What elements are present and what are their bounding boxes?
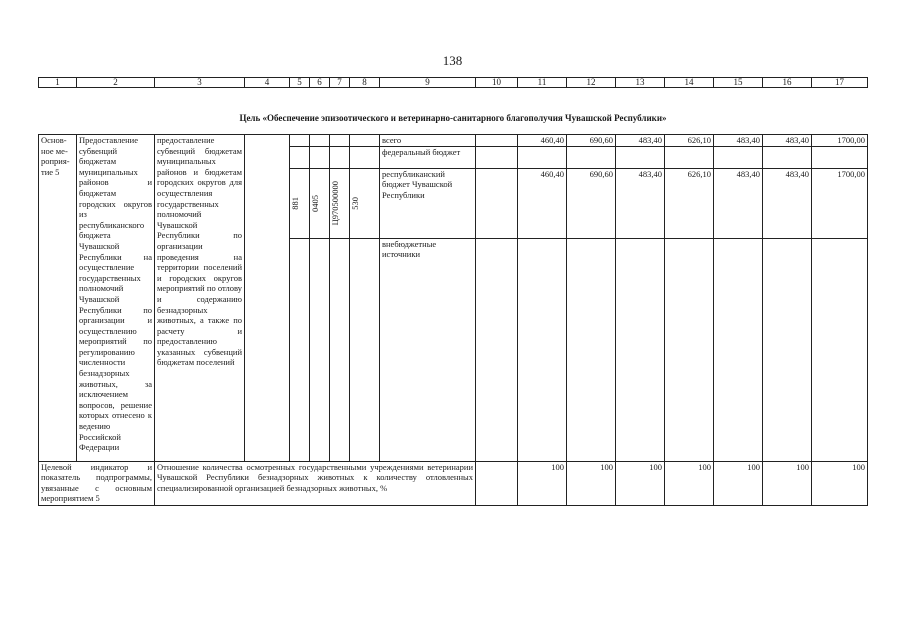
value-cell xyxy=(812,238,868,461)
value-cell: 483,40 xyxy=(616,168,665,238)
page-number: 138 xyxy=(442,53,463,68)
column-number: 7 xyxy=(330,78,350,88)
column-number-row xyxy=(39,78,868,88)
indicator-value: 100 xyxy=(665,461,714,505)
indicator-row xyxy=(39,461,868,505)
value-cell xyxy=(567,146,616,168)
value-cell: 460,40 xyxy=(518,168,567,238)
column-number: 17 xyxy=(812,78,868,88)
indicator-value: 100 xyxy=(616,461,665,505)
column-number: 4 xyxy=(245,78,290,88)
column-number: 11 xyxy=(518,78,567,88)
value-cell xyxy=(616,146,665,168)
code-csr: Ц970500000 xyxy=(330,180,340,226)
funding-source: всего xyxy=(380,135,476,147)
budget-table xyxy=(38,77,868,506)
column-number: 3 xyxy=(155,78,245,88)
value-cell xyxy=(665,146,714,168)
value-cell xyxy=(714,238,763,461)
activity-description: предоставление субвенций бюджетам муниципальных районов и бюджетам городских округов для осуществления государственных полномочий Чувашской Республики по организации проведения на территории поселений и городских округов мероприятий по отлову и содержанию безнадзорных животных, а также по расчету и предоставлению указанных субвенций бюджетам поселений xyxy=(155,135,245,462)
value-cell xyxy=(616,238,665,461)
table-row xyxy=(39,135,868,147)
value-cell xyxy=(567,238,616,461)
value-cell xyxy=(763,146,812,168)
column-number: 10 xyxy=(476,78,518,88)
code-vr: 530 xyxy=(350,196,360,210)
value-cell xyxy=(518,238,567,461)
value-cell xyxy=(812,146,868,168)
funding-source: федеральный бюджет xyxy=(380,146,476,168)
value-cell: 483,40 xyxy=(763,168,812,238)
indicator-value: 100 xyxy=(812,461,868,505)
indicator-value: 100 xyxy=(567,461,616,505)
column-number: 8 xyxy=(350,78,380,88)
value-cell: 626,10 xyxy=(665,135,714,147)
code-grbs: 881 xyxy=(290,196,300,210)
column-number: 12 xyxy=(567,78,616,88)
indicator-label: Целевой индикатор и показатель подпрограммы, увязанные с основным мероприятием 5 xyxy=(39,461,155,505)
value-cell xyxy=(714,146,763,168)
indicator-value: 100 xyxy=(714,461,763,505)
column-number: 2 xyxy=(77,78,155,88)
column-number: 15 xyxy=(714,78,763,88)
indicator-value: 100 xyxy=(763,461,812,505)
funding-source: республиканский бюджет Чувашской Республики xyxy=(380,168,476,238)
column-number: 14 xyxy=(665,78,714,88)
value-cell: 1700,00 xyxy=(812,168,868,238)
value-cell xyxy=(665,238,714,461)
value-cell: 690,60 xyxy=(567,168,616,238)
value-cell: 483,40 xyxy=(616,135,665,147)
column-number: 1 xyxy=(39,78,77,88)
value-cell: 1700,00 xyxy=(812,135,868,147)
column-number: 5 xyxy=(290,78,310,88)
value-cell xyxy=(763,238,812,461)
column-number: 9 xyxy=(380,78,476,88)
executor-cell xyxy=(245,135,290,462)
column-number: 13 xyxy=(616,78,665,88)
code-rzpr: 0405 xyxy=(310,194,320,212)
value-cell: 483,40 xyxy=(714,135,763,147)
indicator-value: 100 xyxy=(518,461,567,505)
value-cell: 626,10 xyxy=(665,168,714,238)
indicator-text: Отношение количества осмотренных государственными учреждениями ветеринарии Чувашской Республики безнадзорных животных к количеству отловленных специализированной организацией безнадзорных животных, % xyxy=(155,461,476,505)
funding-source: внебюджетные источники xyxy=(380,238,476,461)
activity-type: Основ-ное ме-роприя-тие 5 xyxy=(39,135,77,462)
value-cell: 483,40 xyxy=(763,135,812,147)
value-cell: 483,40 xyxy=(714,168,763,238)
column-number: 6 xyxy=(310,78,330,88)
goal-title: Цель «Обеспечение эпизоотического и ветеринарно-санитарного благополучия Чувашской Республики» xyxy=(239,113,667,123)
value-cell xyxy=(518,146,567,168)
activity-name: Предоставление субвенций бюджетам муниципальных районов и бюджетам городских округов из республиканского бюджета Чувашской Республики на осуществление государственных полномочий Чувашской Республики по организации и осуществлению мероприятий по регулированию численности безнадзорных животных, за исключением вопросов, решение которых отнесено к ведению Российской Федерации xyxy=(77,135,155,462)
value-cell: 690,60 xyxy=(567,135,616,147)
value-cell: 460,40 xyxy=(518,135,567,147)
column-number: 16 xyxy=(763,78,812,88)
